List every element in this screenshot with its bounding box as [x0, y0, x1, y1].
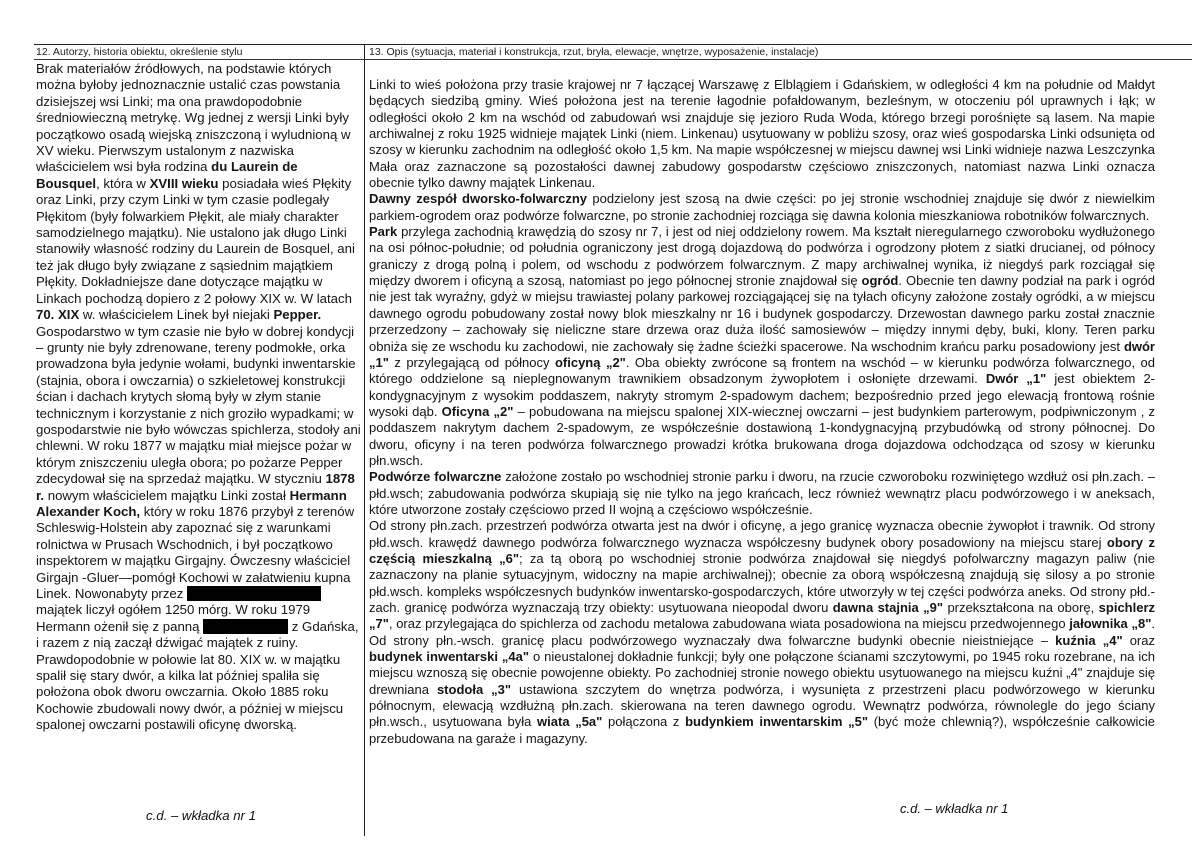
bold-century: XVIII wieku	[149, 175, 219, 191]
history-column	[36, 61, 362, 734]
bold-owner-pepper: Pepper.	[273, 307, 322, 323]
description-paragraph-location: Linki to wieś położona przy trasie krajowej nr 7 łączącej Warszawę z Elblągiem i Gdańskiem, w odległości 4 km na południe od Małdyt będących siedzibą gminy. Wieś położona jest na terenie łagodnie pofałdowanym, bezleśnym, w otoczeniu pól uprawnych i łąk; w odległości około 2 km na wschód od zabudowań wsi znajduje się jezioro Ruda Woda, którego brzegi porośnięte są lasem. Na mapie archiwalnej z roku 1925 widnieje majątek Linki (niem. Linkenau) usytuowany w pobliżu szosy, oraz wieś gospodarska Linki odsunięta od szosy w kierunku zachodnim na odległość około 1,5 km. Na mapie współczesnej w miejscu dawnej wsi Linki widnieje nazwa Leszczynka Mała oraz zaznaczone są pozostałości dawnej zabudowy gospodarstw częściowo zniszczonych, natomiast nazwa Linki oznacza obecnie tylko dawny majątek Linkenau.	[369, 77, 1155, 191]
bold-decade: 70. XIX	[36, 307, 80, 323]
description-paragraph-park: Park przylega zachodnią krawędzią do szosy nr 7, i jest od niej oddzielony rowem. Ma kształt nieregularnego czworoboku wydłużonego na osi północ-południe; od południa ograniczony jest drogą dojazdową do podwórza i ogrodzony płotem z siatki drucianej, od północy graniczy z drogą polną i polem, od wschodu z podwórzem folwarcznym. Z mapy archiwalnej wynika, iż niegdyś park rozciągał się między dworem i oficyną a szosą, natomiast po jego północnej stronie znajdował się ogród. Obecnie ten dawny podział na park i ogród nie jest tak wyraźny, gdyż w miejsu trawiastej polany parkowej rozciągającej się na tyłach oficyny założone zostały ogródki, a w miejscu dawnego ogrodu pobudowany został nowy blok mieszkalny nr 16 i budynek gospodarczy. Drzewostan dawnego parku został znacznie przerzedzony – zachowały się nieliczne stare drzewa oraz duża ilość samosiewów – między innymi dęby, buki, klony. Teren parku obniża się ze wschodu ku zachodowi, nie zachowały się żadne ścieżki spacerowe. Na wschodnim krańcu parku posadowiony jest dwór „1" z przylegającą od północy oficyną „2". Oba obiekty zwrócone są frontem na wschód – w kierunku podwórza folwarcznego, od którego oddzielone są nieplegnowanym trawnikiem obsadzonym żywopłotem i osłonięte drzewami. Dwór „1" jest obiektem 2-kondygnacyjnym z wysokim poddaszem, nakryty stromym 2-spadowym dachem; bezpośrednio przed jego elewacją frontową rośnie wysoki dąb. Oficyna „2" – pobudowana na miejscu spalonej XIX-wiecznej owczarni – jest budynkiem parterowym, podpiwniczonym , z poddaszem nakrytym dachem 2-spadowym, ze współcześnie dostawioną 1-kondygnacyjną przybudówką od strony północnej. Do dworu, oficyny i na teren podwórza folwarcznego prowadzi krótka brukowana droga dojazdowa odchodząca od szosy w kierunku płn.wsch.	[369, 224, 1156, 468]
history-text: Brak materiałów źródłowych, na podstawie których można byłoby jednoznacznie ustalić czas powstania dzisiejszej wsi Linki; ma ona prawdopodobnie średniowieczną metrykę. Wg jednej z wersji Linki były początkowo osadą wiejską zniszczoną i wyludnioną w XV wieku. Pierwszym ustalonym z nazwiska właścicielem wsi była rodzina du Laurein de Bousquel, która w XVIII wieku posiadała wieś Płękity oraz Linki, przy czym Linki w tym czasie podlegały Płękitom (były folwarkiem Płękit, ale miały charakter samodzielnego majątku). Nie ustalono jak długo Linki stanowiły własność rodziny du Laurein de Bosquel, ani też jak długo były związane z sąsiednim majątkiem Płękity. Dokładniejsze dane dotyczące majątku w Linkach pochodzą dopiero z 2 połowy XIX w. W latach 70. XIX w. właścicielem Linek był niejaki Pepper. Gospodarstwo w tym czasie nie było w dobrej kondycji – grunty nie były zdrenowane, tereny podmokłe, orka prowadzona była jedynie wołami, budynki inwentarskie (stajnia, obora i owczarnia) o szkieletowej konstrukcji ścian i dachach krytych słomą były w złym stanie technicznym i korzystanie z nich groziło wypadkami; w gospodarstwie nie było wówczas spichlerza, stodoły ani chlewni. W roku 1877 w majątku miał miejsce pożar w którym zniszczeniu uległa obora; po pożarze Pepper zdecydował się na sprzedaż majątku. W styczniu 1878 r. nowym właścicielem majątku Linki został Hermann Alexander Koch, który w roku 1876 przybył z terenów Schleswig-Holstein aby zapoznać się z warunkami rolnictwa w Prusach Wschodnich, i był początkowo inspektorem w majątku Girgajny. Ówczesny właściciel Girgajn -Gluer—pomógł Kochowi w załatwieniu kupna Linek. Nowonabyty przez majątek liczył ogółem 1250 mórg. W roku 1979 Hermann ożenił się z panną z Gdańska, i razem z nią zaczął dźwigać majątek z ruiny. Prawdopodobnie w połowie lat 80. XIX w. w majątku spalił się stary dwór, a kilka lat później spaliła się położona obok dworu owczarnia. Około 1885 roku Kochowie zbudowali nowy dwór, a później w miejscu spalonej owczarni postawili oficynę dworską.	[36, 61, 361, 733]
bold-year-1878: 1878 r.	[36, 471, 355, 503]
section-12-header: 12. Autorzy, historia obiektu, określenie stylu	[36, 46, 243, 58]
bold-owner-koch: Hermann Alexander Koch,	[36, 487, 347, 519]
bold-family-name: du Laurein de Bousquel	[36, 159, 298, 191]
section-13-header: 13. Opis (sytuacja, materiał i konstrukcja, rzut, bryła, elewacje, wnętrze, wyposażenie, instalacje)	[369, 46, 819, 58]
redaction-bar	[187, 586, 321, 601]
description-paragraph-yard-borders: Od strony płn.zach. przestrzeń podwórza otwarta jest na dwór i oficynę, a jego granicę wyznacza obecnie żywopłot i trawnik. Od strony płd.wsch. krawędź dawnego podwórza folwarcznego wyznacza współczesny budynek obory posadowiony na miejscu starej obory z częścią mieszkalną „6"; za tą oborą po wschodniej stronie podwórza znajdował się niegdyś pofolwarczny magazyn paliw (nie zaznaczony na planie sytuacyjnym, widoczny na mapie archiwalnej); obecnie za oborą współczesną znajdują się silosy a po stronie płd.wsch. kompleks współczesnych budynków inwentarsko-gospodarczych, które utworzyły w tej części podwórza aneks. Od strony płd.-zach. granicę podwórza wyznaczają trzy obiekty: usytuowana nieopodal dworu dawna stajnia „9" przekształcona na oborę, spichlerz „7", oraz przylegająca do spichlerza od zachodu metalowa zabudowana wiata posadowiona na miejscu przedwojennego jałownika „8". Od strony płn.-wsch. granicę placu podwórzowego wyznaczały dwa folwarczne budynki obecnie nieistniejące – kuźnia „4" oraz budynek inwentarski „4a" o nieustalonej dokładnie funkcji; były one połączone ścianami szczytowymi, po 1945 roku rozebrane, na ich miejscu wznoszą się obecnie powojenne obiekty. Po zachodniej stronie nowego obiektu usytuowanego na miejscu kuźni „4" znajduje się drewniana stodoła „3" ustawiona szczytem do wnętrza podwórza, i wysunięta z przestrzeni placu podwórzowego w kierunku północnym, elewacją wzdłużną płn.zach. skierowana na teren dawnego ogrodu. Wewnątrz podwórza, równolegle do jego ściany płn.wsch., usytuowana była wiata „5a" połączona z budynkiem inwentarskim „5" (być może chlewnią?), współcześnie całkowicie przebudowana na garaże i magazyny.	[369, 518, 1156, 746]
description-paragraph-yard: Podwórze folwarczne założone zostało po wschodniej stronie parku i dworu, na rzucie czworoboku rozwiniętego wzdłuż osi płn.zach. – płd.wsch; zabudowania podwórza skupiają się nie tylko na jego krańcach, lecz również wewnątrz placu podwórzowego i w aneksach, które utworzone zostały częściowo przed II wojną a częściowo współcześnie.	[369, 469, 1155, 517]
column-divider	[364, 44, 365, 836]
continued-note-right: c.d. – wkładka nr 1	[900, 801, 1009, 816]
description-column	[369, 77, 1155, 747]
header-rule	[34, 59, 1192, 60]
description-paragraph-complex: Dawny zespół dworsko-folwarczny podzielony jest szosą na dwie części: po jej stronie wschodniej znajduje się dwór z niewielkim parkiem-ogrodem oraz podwórze folwarczne, po stronie zachodniej rozciąga się dawna kolonia mieszkaniowa robotników folwarcznych.	[369, 191, 1156, 223]
redaction-bar	[203, 619, 288, 634]
continued-note-left: c.d. – wkładka nr 1	[146, 808, 256, 823]
